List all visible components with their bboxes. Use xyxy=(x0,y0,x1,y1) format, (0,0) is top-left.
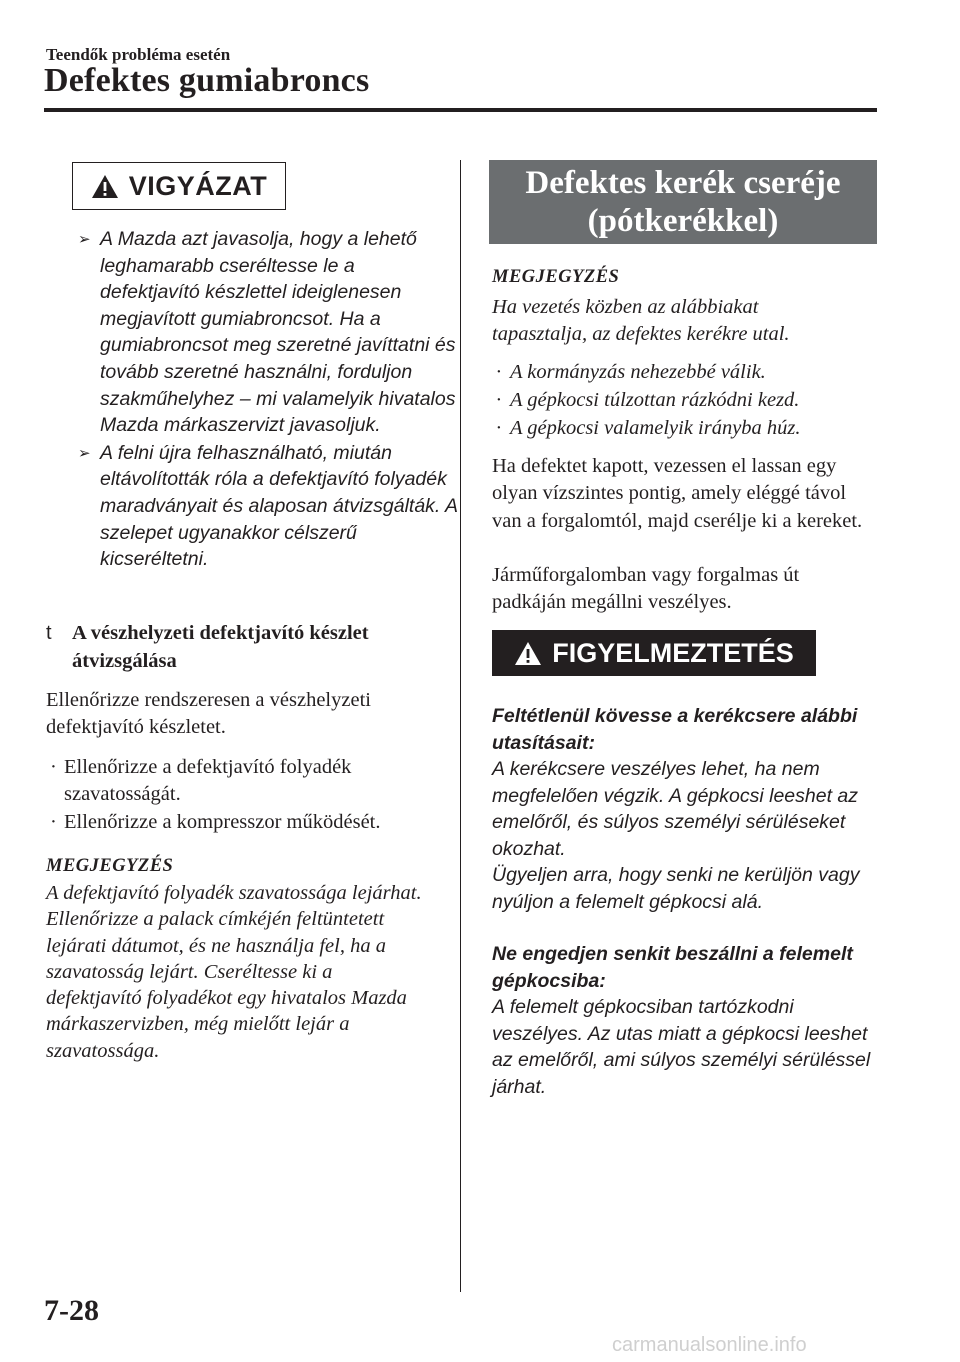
warning-heading: Feltétlenül kövesse a kerékcsere alábbi utasításait: xyxy=(492,705,858,754)
list-item: · Ellenőrizze a defektjavító folyadék szavatosságát. xyxy=(50,756,352,806)
page-number: 7-28 xyxy=(44,1294,99,1327)
page-title: Defektes gumiabroncs xyxy=(44,62,370,99)
warning-box xyxy=(492,630,816,676)
check-list xyxy=(46,754,446,836)
column-divider xyxy=(460,160,461,1292)
caution-label: VIGYÁZAT xyxy=(128,170,268,201)
watermark: carmanualsonline.info xyxy=(612,1334,807,1356)
caution-item-text: A Mazda azt javasolja, hogy a lehető leghamarabb cseréltesse le a defektjavító készlettel ideiglenesen megjavított gumiabroncsot. Ha a gumiabroncsot meg szeretné javíttatni és tovább szeretné használni, forduljon szakműhelyhez – mi valamelyik hivatalos Mazda márkaszervizt javasoljuk. xyxy=(100,228,456,437)
warning-text: A kerékcsere veszélyes lehet, ha nem megfelelően végzik. A gépkocsi leeshet az emelőről, és súlyos személyi sérüléseket okozhat. xyxy=(492,758,859,860)
symptom-list xyxy=(492,358,872,442)
caution-list xyxy=(78,226,458,574)
note-heading: MEGJEGYZÉS xyxy=(46,856,174,876)
header-rule xyxy=(44,108,877,112)
list-item: · A kormányzás nehezebbé válik. xyxy=(496,361,766,383)
warning-triangle-icon xyxy=(514,641,542,666)
warning-text: Ügyeljen arra, hogy senki ne kerüljön vagy nyúljon a felemelt gépkocsi alá. xyxy=(492,864,860,913)
subsection-title: A vészhelyzeti defektjavító készlet átvizsgálása xyxy=(72,622,369,672)
body-paragraph: Járműforgalomban vagy forgalmas út padkáján megállni veszélyes. xyxy=(492,564,800,614)
warning-text: A felemelt gépkocsiban tartózkodni veszélyes. Az utas miatt a gépkocsi leeshet az emelőről, ami súlyos személyi sérüléssel járhat. xyxy=(492,996,871,1098)
caution-item-text: A felni újra felhasználható, miután eltávolították róla a defektjavító folyadék maradványait és alaposan átvizsgálták. A szelepet ugyanakkor célszerű kicseréltetni. xyxy=(100,441,458,571)
subsection-marker: t xyxy=(46,622,52,644)
list-item: · A gépkocsi túlzottan rázkódni kezd. xyxy=(496,389,800,411)
list-item: · Ellenőrizze a kompresszor működését. xyxy=(50,810,381,833)
caution-item xyxy=(78,440,458,573)
warning-triangle-icon xyxy=(91,174,119,199)
body-paragraph: Ha defektet kapott, vezessen el lassan egy olyan vízszintes pontig, amely eléggé távol van a forgalomtól, majd cserélje ki a kereket. xyxy=(492,455,863,532)
warning-heading: Ne engedjen senkit beszállni a felemelt gépkocsiba: xyxy=(492,943,853,992)
note-text: Ha vezetés közben az alábbiakat tapasztalja, az defektes kerékre utal. xyxy=(492,296,790,345)
list-item: · A gépkocsi valamelyik irányba húz. xyxy=(496,417,801,439)
section-label: Teendők probléma esetén xyxy=(46,45,231,64)
intro-paragraph: Ellenőrizze rendszeresen a vészhelyzeti defektjavító készletet. xyxy=(46,689,371,739)
warning-block xyxy=(492,703,877,1100)
banner-line: (pótkerékkel) xyxy=(587,203,779,239)
banner-line: Defektes kerék cseréje xyxy=(525,165,841,201)
warning-label: FIGYELMEZTETÉS xyxy=(552,637,794,668)
arrow-bullet-icon: ➢ xyxy=(78,231,91,248)
note-heading: MEGJEGYZÉS xyxy=(492,267,620,287)
caution-item xyxy=(78,226,458,439)
subsection-heading xyxy=(46,619,446,675)
arrow-bullet-icon: ➢ xyxy=(78,444,91,462)
section-banner xyxy=(489,160,877,244)
note-text: A defektjavító folyadék szavatossága lejárhat. Ellenőrizze a palack címkéjén feltüntetett lejárati dátumot, és ne használja fel, ha a szavatosság lejárt. Cseréltesse ki a defektjavító folyadékot egy hivatalos Mazda márkaszervizben, még mielőtt lejár a szavatossága. xyxy=(46,882,422,1062)
caution-box xyxy=(72,162,286,210)
